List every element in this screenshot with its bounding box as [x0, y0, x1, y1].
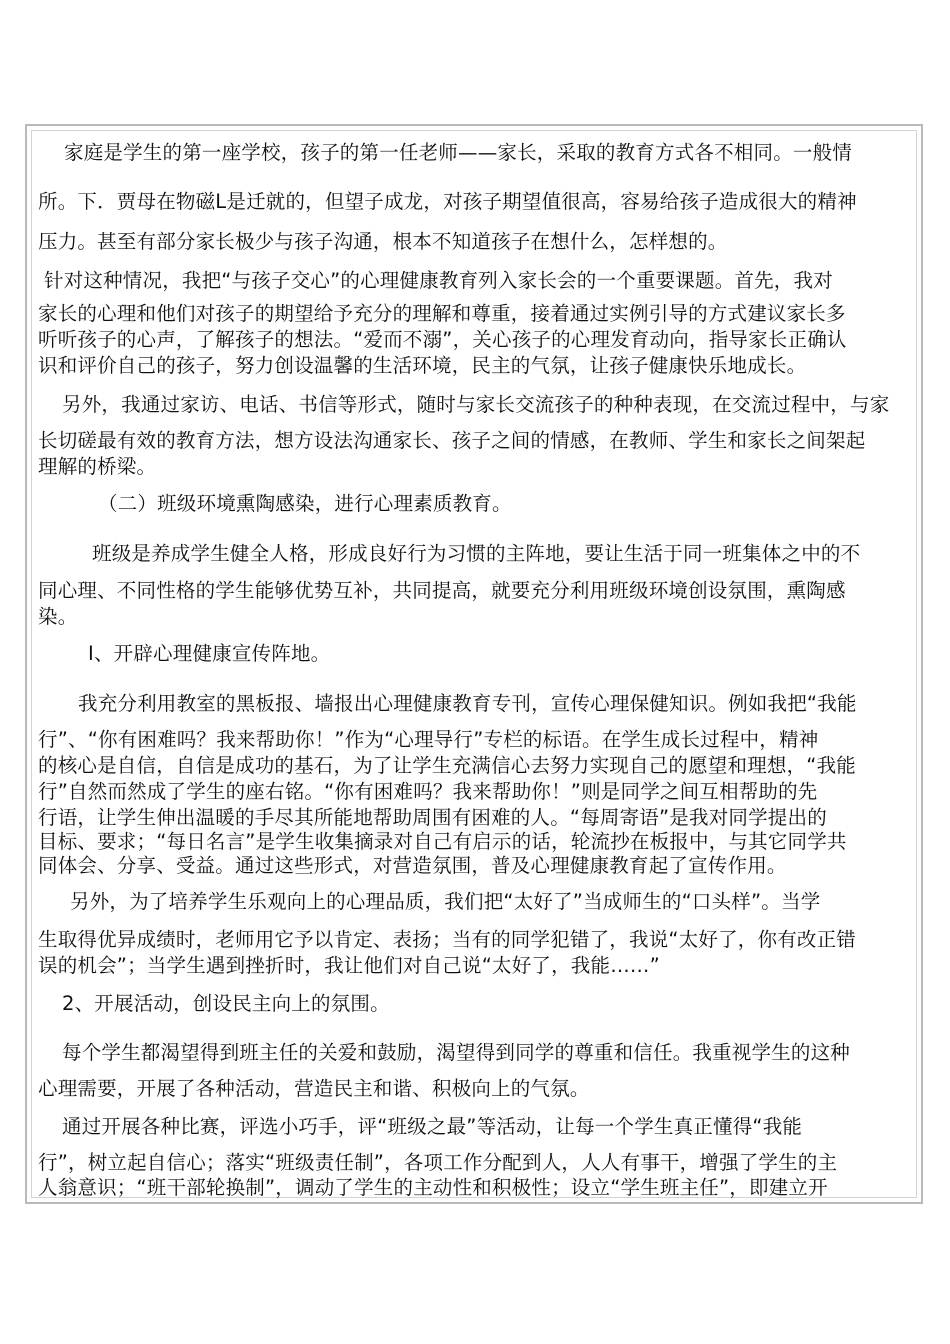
text-line: 针对这种情况，我把“与孩子交心”的心理健康教育列入家长会的一个重要课题。首先，我对	[44, 269, 833, 292]
text-line: 同体会、分享、受益。通过这些形式，对营造氛围，普及心理健康教育起了宣传作用。	[38, 854, 787, 877]
text-line: 另外，为了培养学生乐观向上的心理品质，我们把“太好了”当成师生的“口头样”。当学	[70, 890, 821, 913]
text-line: 通过开展各种比赛，评选小巧手，评“班级之最”等活动，让每一个学生真正懂得“我能	[62, 1115, 803, 1138]
text-line: 家长的心理和他们对孩子的期望给予充分的理解和尊重，接着通过实例引导的方式建议家长多	[38, 302, 846, 325]
section-heading: （二）班级环境熏陶感染，进行心理素质教育。	[98, 492, 512, 515]
text-line: 所。下．贾母在物磁L是迁就的，但望子成龙，对孩子期望值很高，容易给孩子造成很大的精神	[38, 190, 857, 213]
text-line: 染。	[38, 605, 78, 628]
text-line: 同心理、不同性格的学生能够优势互补，共同提高，就要充分利用班级环境创设氛围，熏陶感	[38, 579, 846, 602]
text-line: 班级是养成学生健全人格，形成良好行为习惯的主阵地，要让生活于同一班集体之中的不	[92, 542, 861, 565]
text-line: 识和评价自己的孩子，努力创设温馨的生活环境，民主的气氛，让孩子健康快乐地成长。	[38, 354, 807, 377]
text-line: 压力。甚至有部分家长极少与孩子沟通，根本不知道孩子在想什么，怎样想的。	[38, 230, 728, 253]
text-line: 的核心是自信，自信是成功的基石，为了让学生充满信心去努力实现自己的愿望和理想，“我能	[38, 754, 857, 777]
text-line: 行语，让学生伸出温暖的手尽其所能地帮助周围有困难的人。“每周寄语”是我对同学提出的	[38, 806, 827, 829]
text-line: 我充分利用教室的黑板报、墙报出心理健康教育专刊，宣传心理保健知识。例如我把“我能	[78, 692, 857, 715]
text-line: 目标、要求；“每日名言”是学生收集摘录对自己有启示的话，轮流抄在板报中，与其它同学共	[38, 830, 847, 853]
text-line: 人翁意识；“班干部轮换制”，调动了学生的主动性和积极性；设立“学生班主任”，即建立开	[38, 1176, 828, 1199]
text-line: 家庭是学生的第一座学校，孩子的第一任老师——家长，采取的教育方式各不相同。一般情	[64, 141, 853, 164]
text-line: 长切磋最有效的教育方法，想方设法沟通家长、孩子之间的情感，在教师、学生和家长之间架起	[38, 429, 866, 452]
text-line: 心理需要，开展了各种活动，营造民主和谐、积极向上的气氛。	[38, 1077, 590, 1100]
text-line: 每个学生都渴望得到班主任的关爱和鼓励，渴望得到同学的尊重和信任。我重视学生的这种	[62, 1041, 851, 1064]
text-line: 另外，我通过家访、电话、书信等形式，随时与家长交流孩子的种种表现，在交流过程中，与家	[62, 393, 890, 416]
text-line: 行”自然而然成了学生的座右铭。“你有困难吗？我来帮助你！”则是同学之间互相帮助的先	[38, 780, 818, 803]
text-line: 误的机会”；当学生遇到挫折时，我让他们对自己说“太好了，我能……”	[38, 954, 660, 977]
text-line: 生取得优异成绩时，老师用它予以肯定、表扬；当有的同学犯错了，我说“太好了，你有改正错	[38, 928, 857, 951]
subsection-heading: I、开辟心理健康宣传阵地。	[88, 642, 331, 665]
text-line: 行”、“你有困难吗？我来帮助你！”作为“心理导行”专栏的标语。在学生成长过程中，精神	[38, 728, 819, 751]
text-line: 行”，树立起自信心；落实“班级责任制”，各项工作分配到人，人人有事干，增强了学生的主	[38, 1151, 838, 1174]
text-line: 听听孩子的心声，了解孩子的想法。“爱而不溺”，关心孩子的心理发育动向，指导家长正确认	[38, 328, 847, 351]
subsection-heading: 2、开展活动，创设民主向上的氛围。	[62, 992, 390, 1015]
text-line: 理解的桥梁。	[38, 455, 157, 478]
